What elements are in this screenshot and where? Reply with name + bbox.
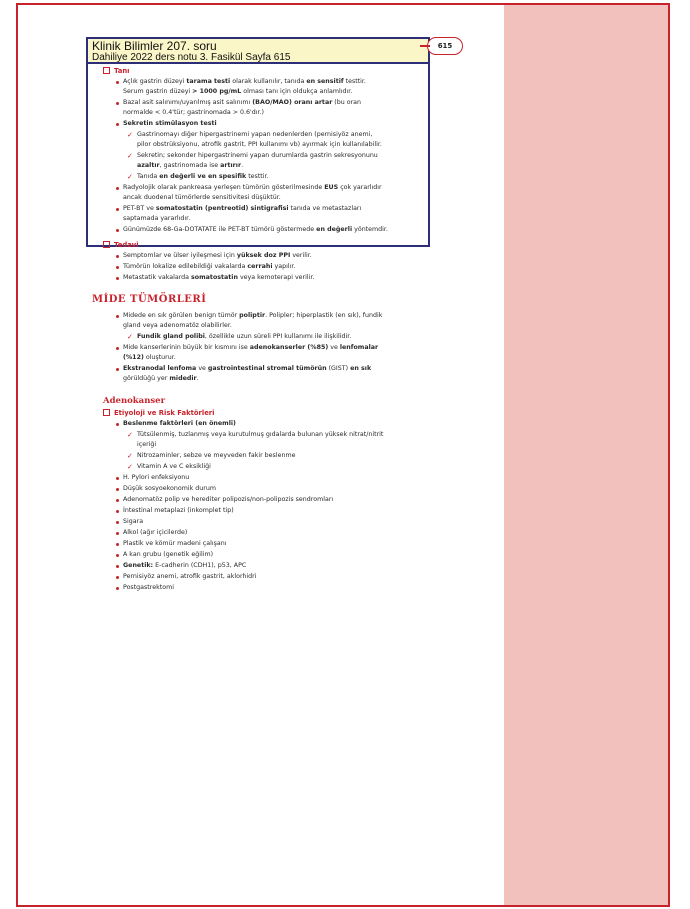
page-number: 615	[427, 37, 463, 55]
list-item: Semptomlar ve ülser iyileşmesi için yüksek doz PPI verilir.	[103, 251, 388, 261]
page-content	[92, 65, 388, 594]
list-item: H. Pylori enfeksiyonu	[103, 473, 388, 483]
risk-list	[103, 419, 388, 593]
check-item: ✓ Tanıda en değerli ve en spesifik testtir.	[103, 172, 388, 182]
pink-margin	[504, 5, 668, 905]
list-item: Mide kanserlerinin büyük bir kısmını ise adenokanserler (%85) ve lenfomalar (%12) oluşturur.	[103, 343, 388, 363]
checkbox-icon	[103, 409, 110, 416]
check-item: ✓ Tütsülenmiş, tuzlanmış veya kurutulmuş gıdalarda bulunan yüksek nitrat/nitrit içeriği	[103, 430, 388, 450]
list-item: Günümüzde 68-Ga-DOTATATE ile PET-BT tümörü göstermede en değerli yöntemdir.	[103, 225, 388, 235]
list-item: Genetik: E-cadherin (CDH1), p53, APC	[103, 561, 388, 571]
note-header-line1: Klinik Bilimler 207. soru	[92, 39, 217, 53]
section-tedavi: Tedavi	[103, 240, 388, 250]
check-item: ✓ Vitamin A ve C eksikliği	[103, 462, 388, 472]
list-item: Radyolojik olarak pankreasa yerleşen tümörün gösterilmesinde EUS çok yararlıdır ancak duodenal tümörlerde sensitivitesi düşüktür.	[103, 183, 388, 203]
checkbox-icon	[103, 241, 110, 248]
heading-adenokanser: Adenokanser	[103, 396, 166, 406]
check-item: ✓ Gastrinomayı diğer hipergastrinemi yapan nedenlerden (pernisiyöz anemi, pilor obstrüksiyonu, atrofik gastrit, PPI kullanımı vb) ayırmak için kullanılabilir.	[103, 130, 388, 150]
section-tani: Tanı	[103, 66, 388, 76]
check-item: ✓ Fundik gland polibi, özellikle uzun süreli PPI kullanımı ile ilişkilidir.	[103, 332, 388, 342]
list-item: Açlık gastrin düzeyi tarama testi olarak kullanılır, tanıda en sensitif testtir. Serum gastrin düzeyi > 1000 pg/mL olması tanı için oldukça anlamlıdır.	[103, 77, 388, 97]
list-item: Plastik ve kömür madeni çalışanı	[103, 539, 388, 549]
heading-mide-tumorleri: MİDE TÜMÖRLERİ	[92, 294, 207, 305]
list-item: Ekstranodal lenfoma ve gastrointestinal stromal tümörün (GIST) en sık görüldüğü yer midedir.	[103, 364, 388, 384]
list-item: PET-BT ve somatostatin (pentreotid) sintigrafisi tanıda ve metastazları saptamada yararlıdır.	[103, 204, 388, 224]
mide-list	[103, 311, 388, 384]
list-item: A kan grubu (genetik eğilim)	[103, 550, 388, 560]
note-header	[86, 37, 430, 64]
list-item: Adenomatöz polip ve herediter polipozis/non-polipozis sendromları	[103, 495, 388, 505]
list-item: Midede en sık görülen benign tümör poliptir. Polipler; hiperplastik (en sık), fundik gland veya adenomatöz olabilirler.	[103, 311, 388, 331]
list-item: Metastatik vakalarda somatostatin veya kemoterapi verilir.	[103, 273, 388, 283]
check-item: ✓ Nitrozaminler, sebze ve meyveden fakir beslenme	[103, 451, 388, 461]
tedavi-list	[103, 251, 388, 283]
list-item: Pernisiyöz anemi, atrofik gastrit, aklorhidri	[103, 572, 388, 582]
note-header-line2: Dahiliye 2022 ders notu 3. Fasikül Sayfa 615	[92, 52, 291, 63]
list-item: Alkol (ağır içicilerde)	[103, 528, 388, 538]
tani-list	[103, 77, 388, 235]
list-item: Sigara	[103, 517, 388, 527]
list-item: Tümörün lokalize edilebildiği vakalarda cerrahi yapılır.	[103, 262, 388, 272]
checkbox-icon	[103, 67, 110, 74]
list-item: Sekretin stimülasyon testi	[103, 119, 388, 129]
list-item: Bazal asit salınımı/uyarılmış asit salınımı (BAO/MAO) oranı artar (bu oran normalde < 0.4'tür; gastrinomada > 0.6'dır.)	[103, 98, 388, 118]
section-etiyoloji: Etiyoloji ve Risk Faktörleri	[103, 408, 388, 418]
list-item: Düşük sosyoekonomik durum	[103, 484, 388, 494]
check-item: ✓ Sekretin; sekonder hipergastrinemi yapan durumlarda gastrin sekresyonunu azaltır, gastrinomada ise artırır.	[103, 151, 388, 171]
list-item: İntestinal metaplazi (inkomplet tip)	[103, 506, 388, 516]
list-item: Postgastrektomi	[103, 583, 388, 593]
list-item: Beslenme faktörleri (en önemli)	[103, 419, 388, 429]
